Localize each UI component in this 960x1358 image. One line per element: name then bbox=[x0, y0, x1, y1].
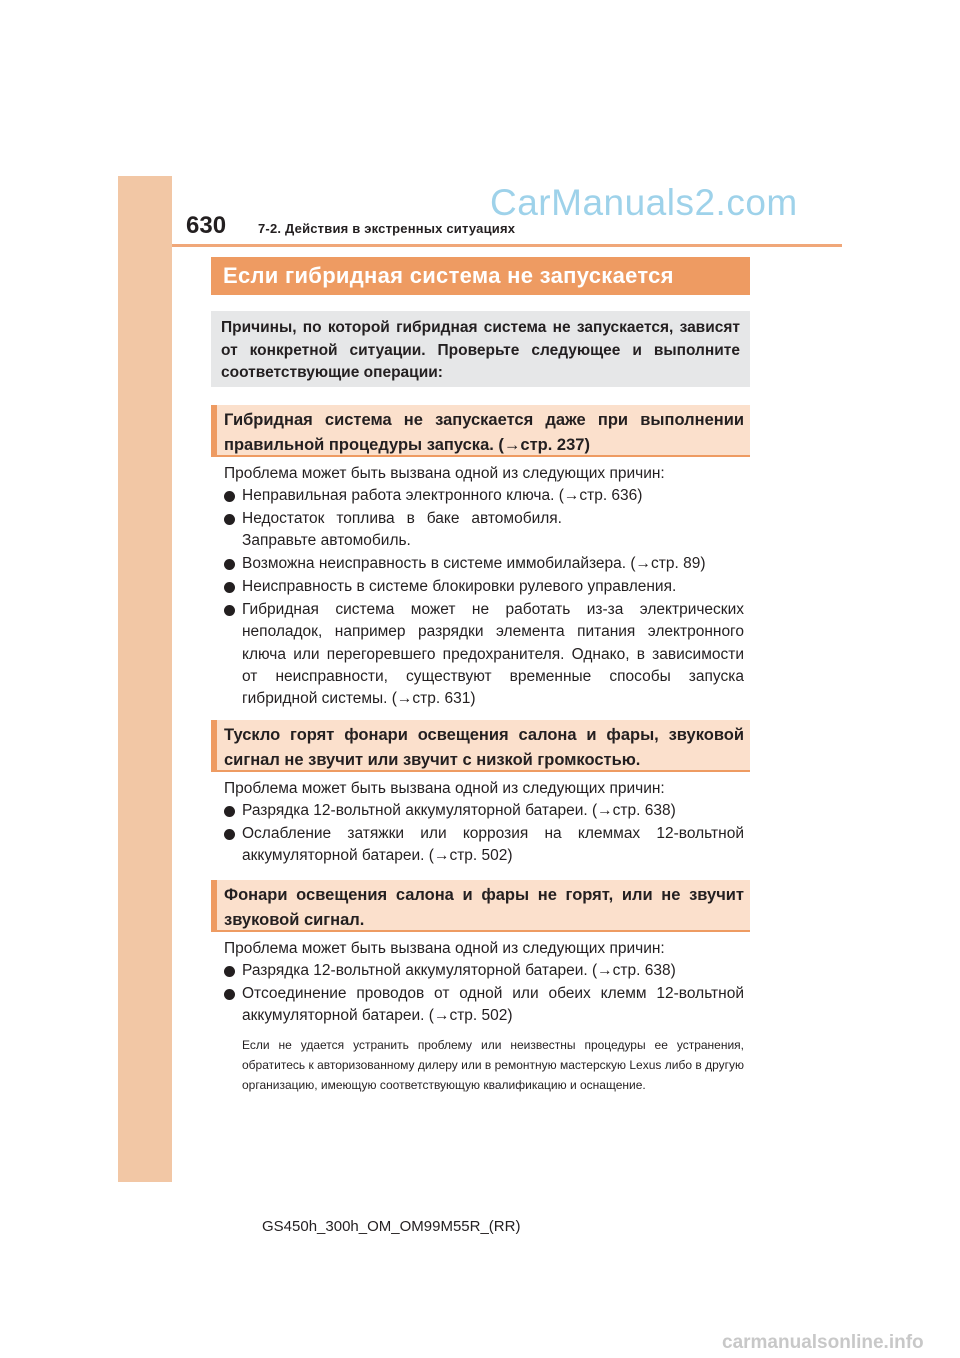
section-heading-no-lights bbox=[211, 880, 750, 932]
bullet-icon bbox=[224, 966, 235, 977]
intro-text: Причины, по которой гибридная система не запускается, зависят от конкретной ситуации. Проверьте следующее и выполните соответствующие операции: bbox=[221, 319, 740, 381]
list-item: Отсоединение проводов от одной или обеих клемм 12-вольтной аккумуляторной батареи. (→стр. 502) bbox=[224, 983, 744, 1028]
list-item: Разрядка 12-вольтной аккумуляторной батареи. (→стр. 638) bbox=[224, 960, 744, 982]
section-label: 7-2. Действия в экстренных ситуациях bbox=[258, 221, 516, 236]
list-item: Неисправность в системе блокировки рулевого управления. bbox=[224, 576, 744, 598]
bullet-icon bbox=[224, 829, 235, 840]
bullet-icon bbox=[224, 514, 235, 525]
section-lead: Проблема может быть вызвана одной из следующих причин: bbox=[224, 940, 665, 957]
side-color-strip bbox=[118, 176, 172, 1182]
bottom-watermark: carmanualsonline.info bbox=[722, 1332, 924, 1353]
list-item: Недостаток топлива в баке автомобиля. Заправьте автомобиль. bbox=[224, 508, 744, 553]
list-item: Гибридная система может не работать из-за электрических неполадок, например разрядки элемента питания электронного ключа или перегоревшего предохранителя. Однако, в зависимости от неисправности, существуют временные способы запуска гибридной системы. (→стр. 631) bbox=[224, 599, 744, 710]
bullet-icon bbox=[224, 989, 235, 1000]
watermark: CarManuals2.com bbox=[490, 182, 798, 223]
bullet-icon bbox=[224, 582, 235, 593]
section-lead: Проблема может быть вызвана одной из следующих причин: bbox=[224, 465, 665, 482]
bullet-icon bbox=[224, 559, 235, 570]
section-heading-text: Гибридная система не запускается даже при выполнении правильной процедуры запуска. (→стр. 237) bbox=[224, 411, 744, 454]
section-heading-text: Фонари освещения салона и фары не горят, или не звучит звуковой сигнал. bbox=[224, 886, 744, 929]
footnote: Если не удается устранить проблему или неизвестны процедуры ее устранения, обратитесь к авторизованному дилеру или в ремонтную мастерскую Lexus либо в другую организацию, имеющую соответствующую квалификацию и оснащение. bbox=[242, 1038, 744, 1092]
footer-code: GS450h_300h_OM_OM99M55R_(RR) bbox=[262, 1218, 521, 1235]
list-item: Ослабление затяжки или коррозия на клеммах 12-вольтной аккумуляторной батареи. (→стр. 502) bbox=[224, 823, 744, 868]
list-item: Неправильная работа электронного ключа. (→стр. 636) bbox=[224, 485, 744, 507]
section-heading-no-start bbox=[211, 405, 750, 457]
header-rule bbox=[172, 244, 842, 247]
section-heading-dim-lights bbox=[211, 720, 750, 772]
bullet-icon bbox=[224, 491, 235, 502]
page-number: 630 bbox=[186, 212, 227, 239]
section-lead: Проблема может быть вызвана одной из следующих причин: bbox=[224, 780, 665, 797]
list-item: Возможна неисправность в системе иммобилайзера. (→стр. 89) bbox=[224, 553, 744, 575]
bullet-icon bbox=[224, 806, 235, 817]
page-title: Если гибридная система не запускается bbox=[211, 257, 750, 295]
intro-box bbox=[211, 311, 750, 387]
section-heading-text: Тускло горят фонари освещения салона и фары, звуковой сигнал не звучит или звучит с низкой громкостью. bbox=[224, 726, 744, 769]
bullet-icon bbox=[224, 605, 235, 616]
list-item: Разрядка 12-вольтной аккумуляторной батареи. (→стр. 638) bbox=[224, 800, 744, 822]
